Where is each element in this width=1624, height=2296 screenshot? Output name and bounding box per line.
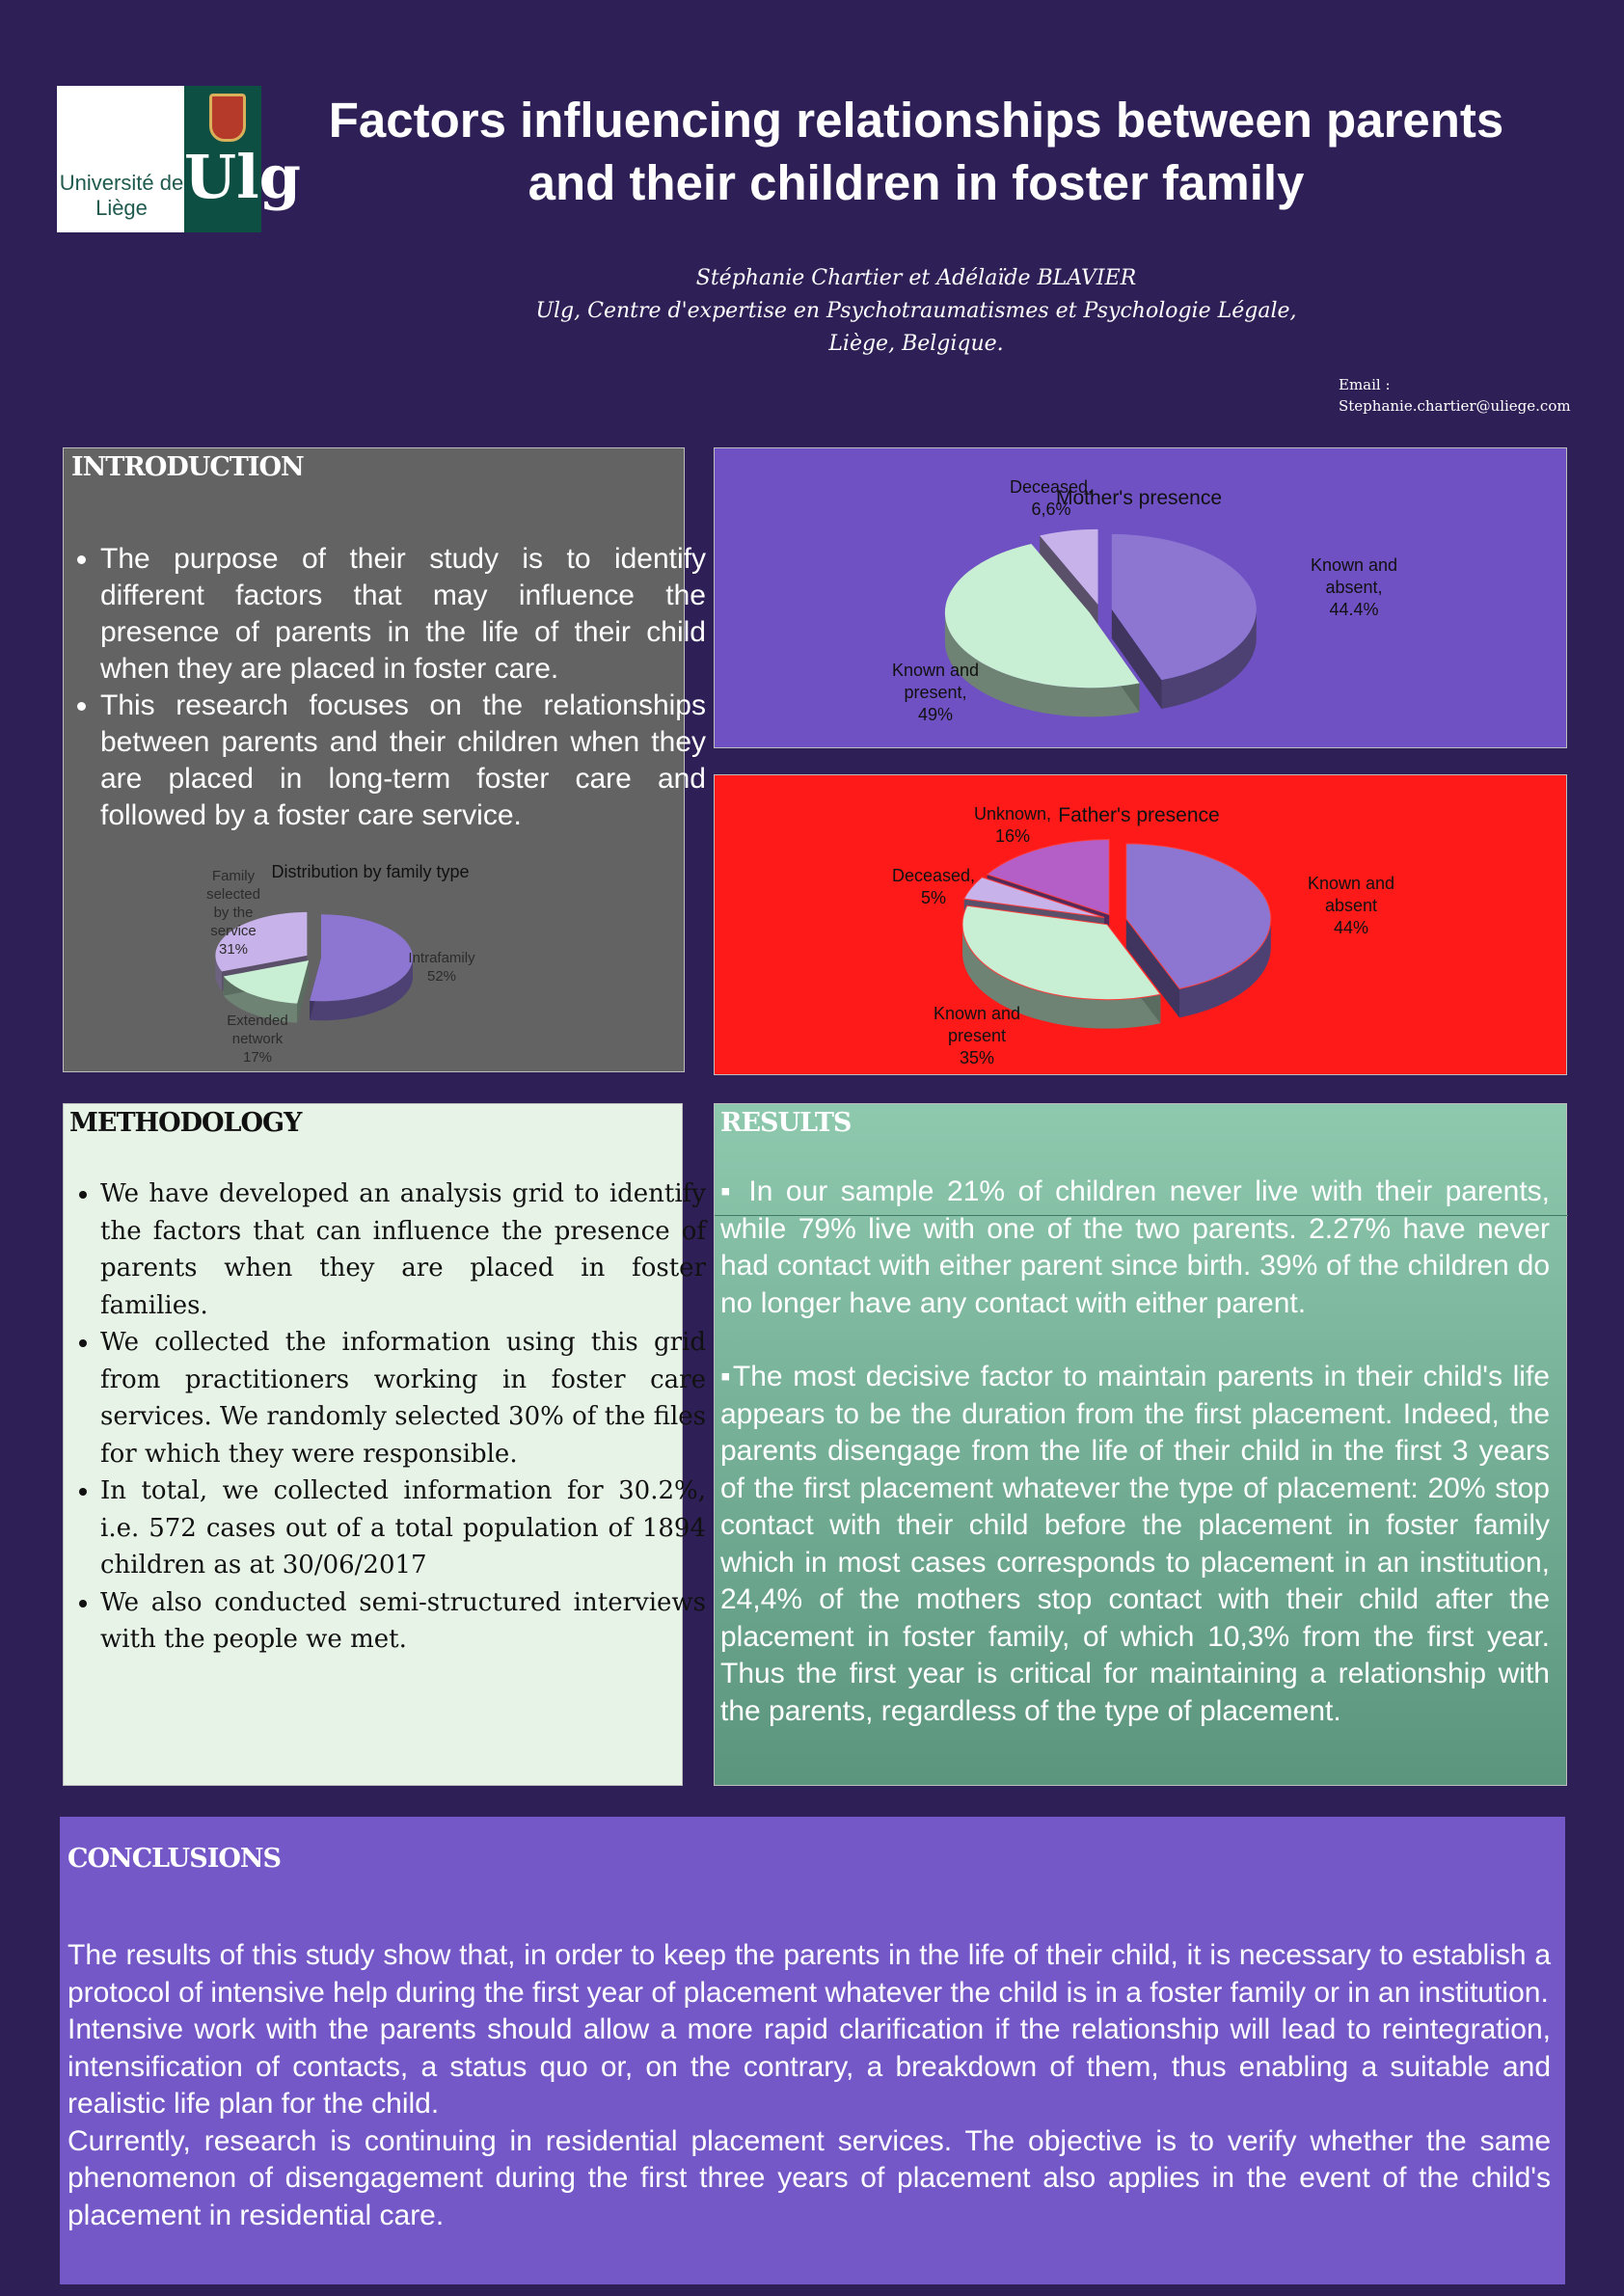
results-paragraph: ▪ In our sample 21% of children never live with their parents, while 79% live with one of the two parents. 2.27% have never had contact with either parent since birth. 39% of the children do no longer have any contact with either parent.: [720, 1175, 1550, 1319]
slice-label: Deceased,: [891, 866, 976, 885]
slice-label: service: [210, 923, 257, 939]
slice-label: absent,: [1325, 578, 1383, 597]
slice-label: 49%: [917, 705, 954, 724]
results-text: [720, 1174, 1550, 1730]
family-type-chart: [64, 448, 686, 1073]
mother-presence-chart: [715, 448, 1568, 749]
methodology-bullet: • In total, we collected information for 30.2%, i.e. 572 cases out of a total population of 1894 children as at 30/06/2017: [100, 1472, 706, 1584]
university-logo: [57, 86, 301, 232]
conclusions-paragraph: Currently, research is continuing in residential placement services. The objective is to verify whether the same phenomenon of disengagement during the first three years of placement also applies in the event of the child's placement in residential care.: [68, 2124, 1551, 2231]
introduction-bullet: • This research focuses on the relationships between parents and their children when they are placed in long-term foster care and followed by a foster care service.: [100, 688, 706, 834]
slice-label: Unknown,: [973, 804, 1052, 824]
slice-label: selected: [206, 886, 260, 903]
slice-label: Known and: [1310, 555, 1398, 575]
authors-block: [386, 262, 1447, 361]
email-label: Email :: [1339, 376, 1391, 393]
methodology-bullet: • We have developed an analysis grid to identify the factors that can influence the presence of parents when they are placed in foster families.: [100, 1175, 706, 1324]
poster-title: Factors influencing relationships between parents and their children in foster family: [328, 93, 1504, 210]
methodology-bullet: • We collected the information using this grid from practitioners working in foster care services. We randomly selected 30% of the files for which they were responsible.: [100, 1324, 706, 1472]
conclusions-paragraph: The results of this study show that, in order to keep the parents in the life of their child, it is necessary to establish a protocol of intensive help during the first year of placement whatever the child is in a foster family or in an institution.: [68, 1939, 1551, 2009]
methodology-panel: [63, 1103, 706, 1786]
email-block: [1339, 374, 1609, 417]
slice-label: by the: [213, 905, 254, 921]
father-presence-panel: [714, 774, 1567, 1075]
slice-label: 31%: [218, 941, 249, 958]
slice-label: 5%: [920, 888, 947, 907]
mother-presence-panel: [714, 447, 1567, 748]
chart-title: Father's presence: [1058, 804, 1220, 826]
introduction-heading: INTRODUCTION: [71, 452, 304, 482]
methodology-heading: METHODOLOGY: [69, 1108, 302, 1138]
crest-icon: [209, 94, 246, 142]
chart-title: Distribution by family type: [271, 862, 470, 881]
conclusions-paragraph: Intensive work with the parents should allow a more rapid clarification if the relationship will lead to reintegration, intensification of contacts, a status quo or, on the contrary, a breakdown of them, thus enabling a suitable and realistic life plan for the child.: [68, 2013, 1551, 2120]
chart-title: Mother's presence: [1055, 487, 1223, 509]
slice-label: 44%: [1333, 918, 1369, 937]
slice-label: present: [947, 1026, 1007, 1045]
logo-mark: Ulg: [184, 142, 301, 212]
slice-label: absent: [1324, 896, 1378, 915]
author-names: Stéphanie Chartier et Adélaïde BLAVIER: [695, 266, 1137, 290]
slice-label: 6,6%: [1031, 500, 1071, 519]
results-paragraph: ▪The most decisive factor to maintain parents in their child's life appears to be the duration from the first placement. Indeed, the parents disengage from the life of their child in the first 3 years of the first placement whatever the type of placement: 20% stop contact with their child before the placement in foster family which in most cases corresponds to placement in an institution, 24,4% of the mothers stop contact with their child after the placement in foster family, of which 10,3% from the first year. Thus the first year is critical for maintaining a relationship with the parents, regardless of the type of placement.: [720, 1361, 1550, 1727]
author-location: Liège, Belgique.: [828, 332, 1004, 356]
slice-label: network: [231, 1031, 284, 1047]
slice-label: present,: [904, 683, 967, 702]
email-address[interactable]: Stephanie.chartier@uliege.com: [1339, 397, 1571, 415]
slice-label: 44.4%: [1329, 600, 1379, 619]
logo-university-name: Université de Liège: [59, 171, 184, 220]
slice-label: Known and: [1307, 874, 1395, 893]
slice-label: 16%: [994, 826, 1031, 846]
slice-label: Family: [211, 868, 256, 884]
conclusions-heading: CONCLUSIONS: [68, 1844, 282, 1874]
conclusions-panel: [60, 1817, 1565, 2284]
author-affiliation: Ulg, Centre d'expertise en Psychotraumatismes et Psychologie Légale,: [535, 299, 1297, 323]
slice-label: Known and: [933, 1004, 1021, 1023]
conclusions-text: [68, 1937, 1551, 2234]
slice-label: 52%: [426, 968, 457, 985]
slice-label: 35%: [959, 1048, 995, 1067]
introduction-bullet: • The purpose of their study is to identify different factors that may influence the presence of parents in the life of their child when they are placed in foster care.: [100, 541, 706, 688]
slice-label: Deceased,: [1009, 477, 1094, 497]
results-panel: [714, 1103, 1567, 1786]
results-heading: RESULTS: [720, 1108, 852, 1138]
slice-label: Intrafamily: [408, 950, 475, 966]
methodology-list: [64, 1175, 706, 1659]
introduction-panel: [63, 447, 706, 1072]
slice-label: Extended: [227, 1013, 288, 1029]
slice-label: Known and: [891, 661, 980, 680]
methodology-bullet: • We also conducted semi-structured interviews with the people we met.: [100, 1584, 706, 1659]
father-presence-chart: [715, 775, 1568, 1076]
slice-label: 17%: [242, 1049, 273, 1066]
